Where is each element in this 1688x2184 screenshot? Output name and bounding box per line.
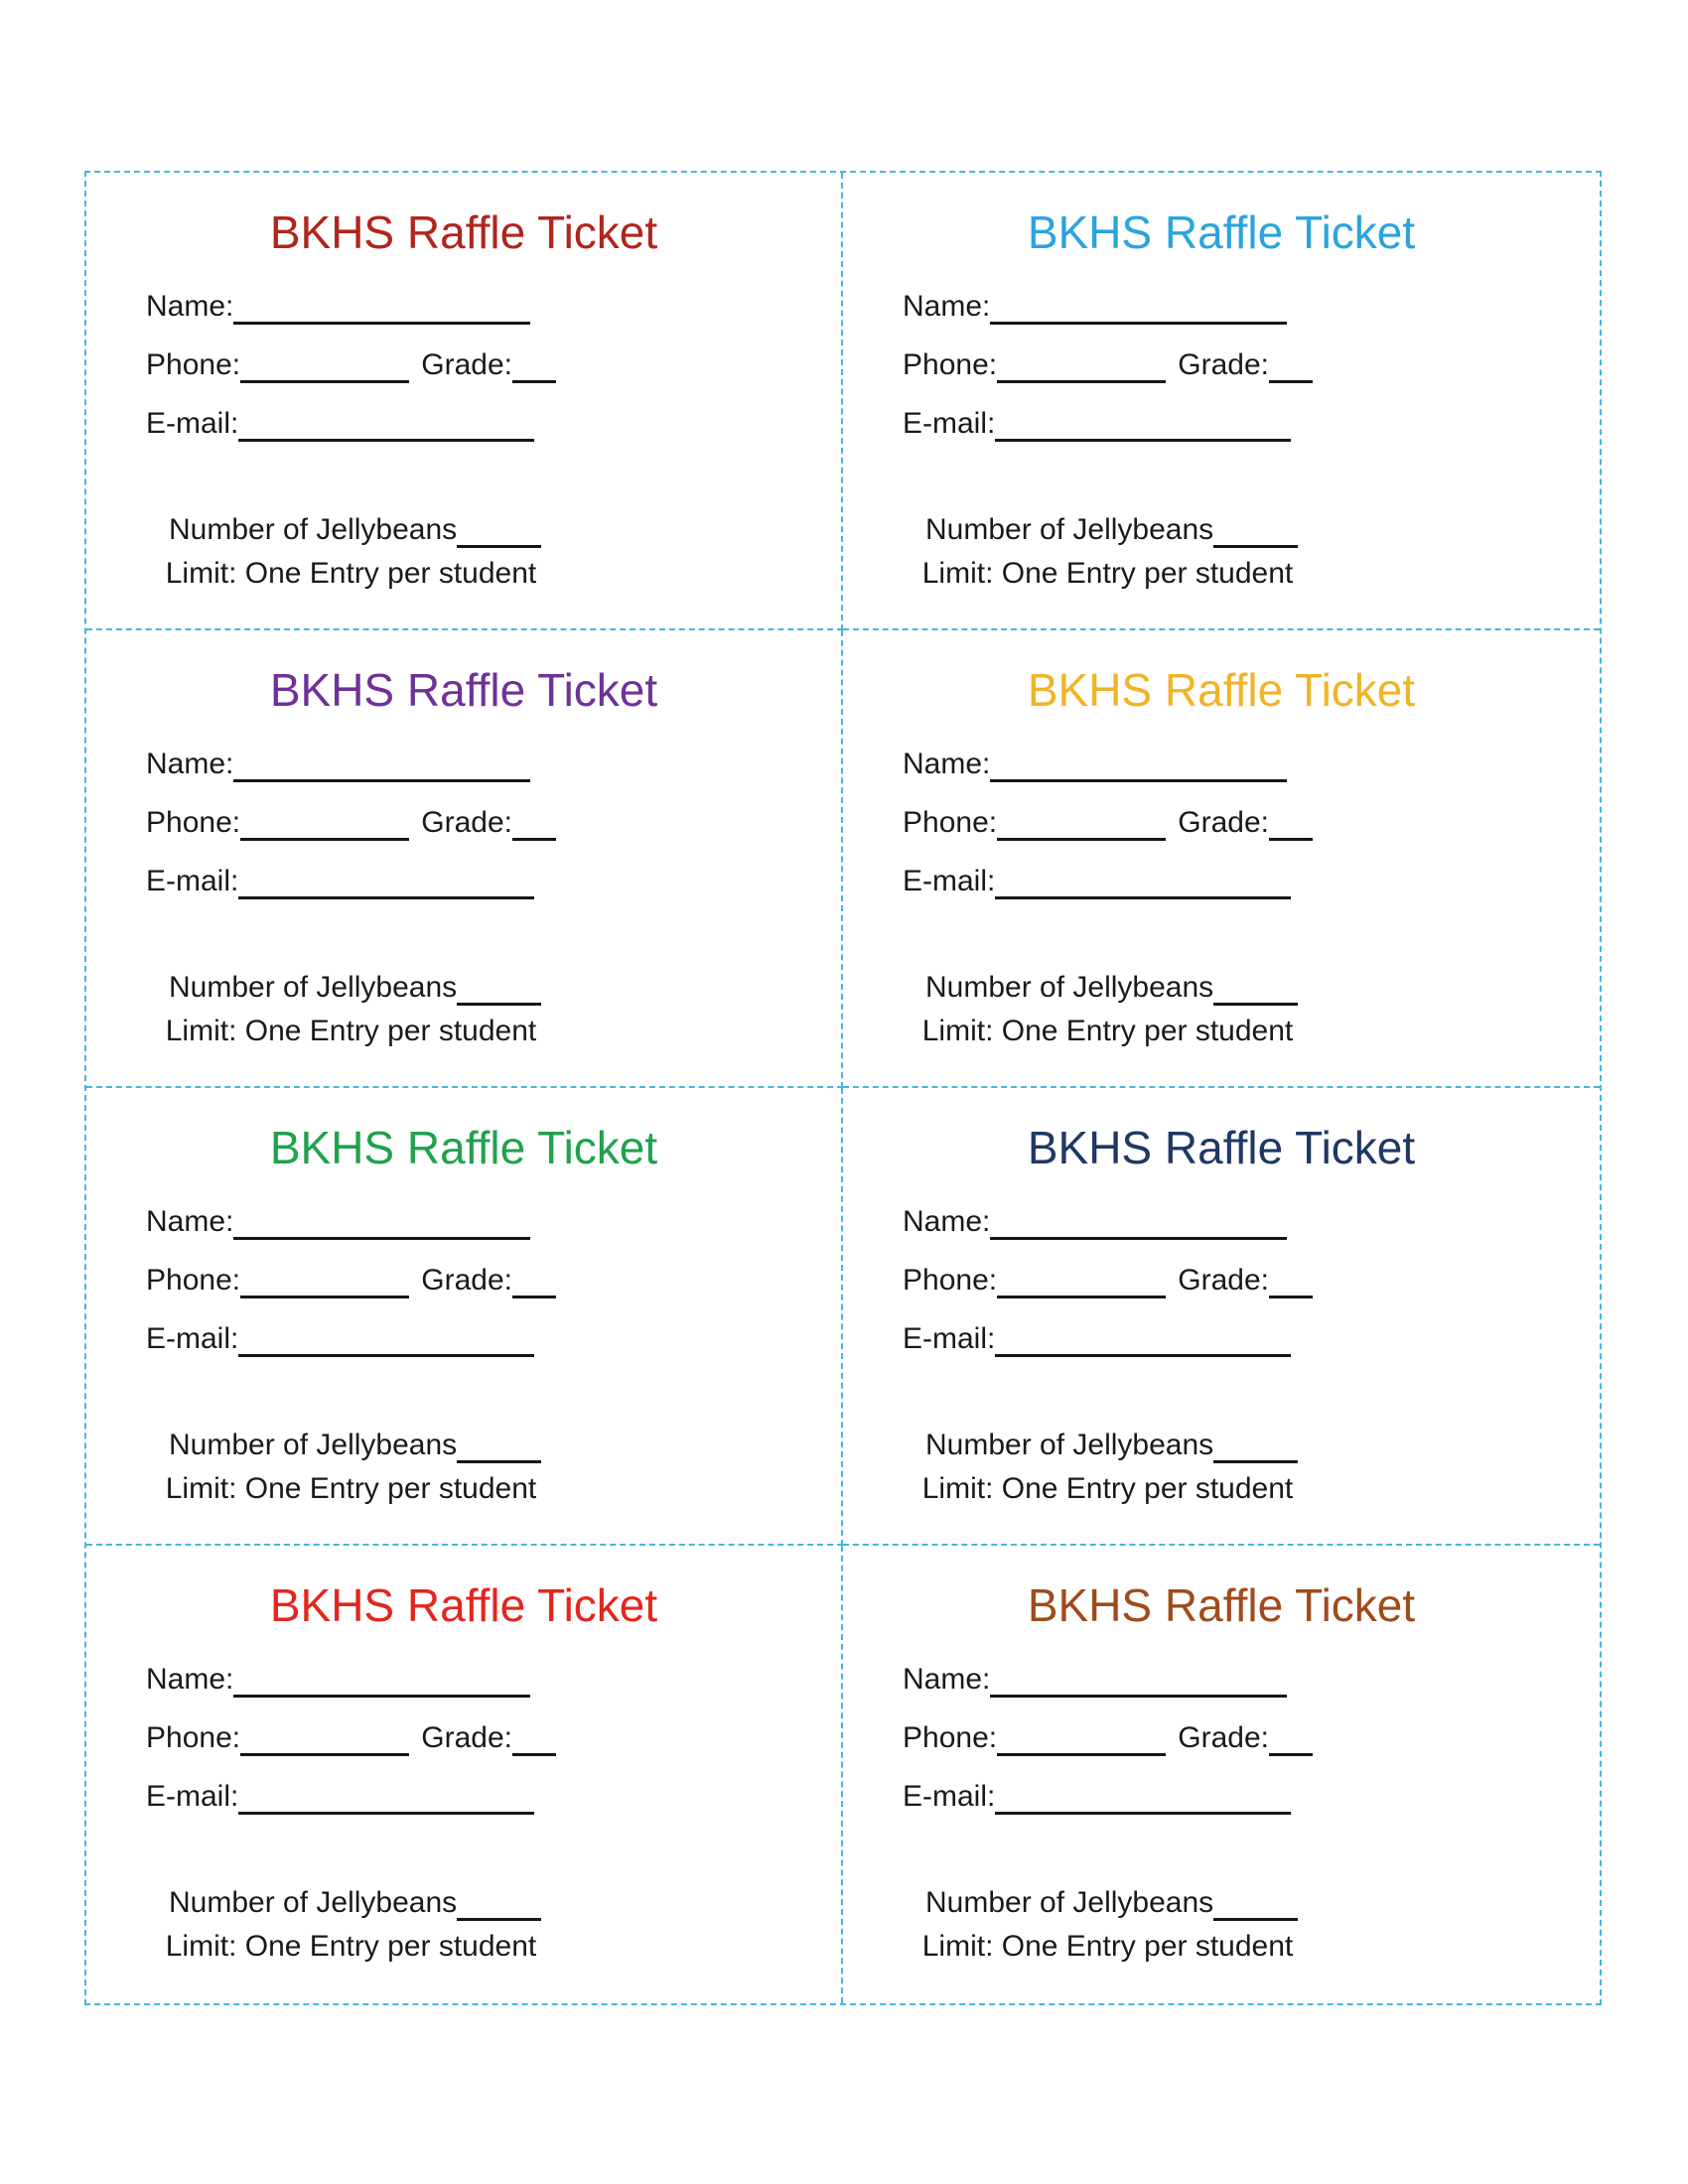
raffle-ticket: [843, 1088, 1600, 1546]
limit-note: Limit: One Entry per student: [165, 556, 537, 590]
grade-blank-line: [512, 375, 556, 383]
jellybeans-blank-line: [1213, 998, 1298, 1006]
jellybeans-label: Number of Jellybeans: [169, 1429, 458, 1462]
email-row: [146, 383, 556, 442]
name-blank-line: [990, 1232, 1287, 1240]
name-label: Name:: [903, 1205, 991, 1239]
grade-blank-line: [512, 1291, 556, 1298]
email-label: E-mail:: [146, 1322, 239, 1356]
phone-blank-line: [240, 833, 409, 841]
jellybeans-label: Number of Jellybeans: [169, 971, 458, 1005]
ticket-title: BKHS Raffle Ticket: [1027, 664, 1416, 716]
phone-label: Phone:: [903, 348, 998, 382]
email-row: [146, 1298, 556, 1357]
name-row: [903, 266, 1313, 325]
jellybeans-blank-line: [457, 998, 541, 1006]
name-label: Name:: [903, 290, 991, 324]
name-label: Name:: [146, 290, 234, 324]
ticket-fields: [903, 724, 1313, 1049]
raffle-ticket: [86, 1546, 843, 2003]
jellybeans-blank-line: [457, 1455, 541, 1463]
email-label: E-mail:: [146, 865, 239, 898]
grade-blank-line: [1269, 1748, 1313, 1756]
ticket-title: BKHS Raffle Ticket: [269, 1579, 658, 1631]
jellybeans-blank-line: [457, 1913, 541, 1921]
raffle-ticket: [843, 173, 1600, 630]
email-label: E-mail:: [903, 865, 996, 898]
grade-label: Grade:: [421, 1264, 512, 1297]
email-row: [903, 1756, 1313, 1815]
name-label: Name:: [146, 1205, 234, 1239]
email-blank-line: [238, 1807, 534, 1815]
email-label: E-mail:: [903, 407, 996, 441]
email-label: E-mail:: [903, 1780, 996, 1814]
email-label: E-mail:: [146, 1780, 239, 1814]
email-row: [146, 1756, 556, 1815]
phone-label: Phone:: [903, 1264, 998, 1297]
name-row: [146, 266, 556, 325]
grade-blank-line: [1269, 375, 1313, 383]
name-row: [903, 1181, 1313, 1240]
phone-label: Phone:: [146, 1721, 241, 1755]
ticket-fields: [146, 1639, 556, 1965]
raffle-ticket: [86, 630, 843, 1088]
jellybeans-blank-line: [1213, 540, 1298, 548]
phone-row: [146, 1240, 556, 1298]
ticket-title: BKHS Raffle Ticket: [1027, 1122, 1416, 1173]
jellybeans-row: [146, 899, 556, 1006]
name-row: [903, 1639, 1313, 1698]
jellybeans-row: [146, 442, 556, 548]
jellybeans-row: [146, 1357, 556, 1463]
jellybeans-label: Number of Jellybeans: [169, 513, 458, 547]
jellybeans-label: Number of Jellybeans: [925, 971, 1214, 1005]
raffle-ticket-sheet: [84, 171, 1602, 2005]
phone-label: Phone:: [903, 806, 998, 840]
limit-note: Limit: One Entry per student: [921, 1929, 1294, 1963]
name-row: [146, 1639, 556, 1698]
jellybeans-row: [903, 899, 1313, 1006]
ticket-fields: [903, 1639, 1313, 1965]
email-row: [903, 383, 1313, 442]
limit-note: Limit: One Entry per student: [165, 1471, 537, 1505]
name-blank-line: [990, 774, 1287, 782]
ticket-title: BKHS Raffle Ticket: [1027, 206, 1416, 258]
phone-blank-line: [997, 1291, 1166, 1298]
limit-note: Limit: One Entry per student: [165, 1929, 537, 1963]
limit-note: Limit: One Entry per student: [165, 1014, 537, 1047]
email-blank-line: [995, 1349, 1291, 1357]
ticket-fields: [146, 1181, 556, 1507]
raffle-ticket: [86, 173, 843, 630]
ticket-title: BKHS Raffle Ticket: [1027, 1579, 1416, 1631]
email-row: [903, 1298, 1313, 1357]
phone-blank-line: [240, 1748, 409, 1756]
phone-label: Phone:: [146, 806, 241, 840]
name-blank-line: [990, 317, 1287, 325]
grade-blank-line: [512, 833, 556, 841]
grade-label: Grade:: [1178, 1264, 1269, 1297]
grade-blank-line: [1269, 833, 1313, 841]
grade-label: Grade:: [1178, 1721, 1269, 1755]
grade-label: Grade:: [1178, 348, 1269, 382]
jellybeans-label: Number of Jellybeans: [925, 1429, 1214, 1462]
phone-label: Phone:: [146, 348, 241, 382]
jellybeans-label: Number of Jellybeans: [925, 1886, 1214, 1920]
email-blank-line: [238, 1349, 534, 1357]
jellybeans-label: Number of Jellybeans: [169, 1886, 458, 1920]
grade-blank-line: [1269, 1291, 1313, 1298]
jellybeans-row: [903, 1815, 1313, 1921]
email-blank-line: [238, 891, 534, 899]
ticket-title: BKHS Raffle Ticket: [269, 1122, 658, 1173]
raffle-ticket: [843, 630, 1600, 1088]
name-blank-line: [233, 1232, 530, 1240]
phone-label: Phone:: [146, 1264, 241, 1297]
email-blank-line: [238, 434, 534, 442]
name-label: Name:: [146, 1663, 234, 1697]
limit-note: Limit: One Entry per student: [921, 556, 1294, 590]
limit-note: Limit: One Entry per student: [921, 1471, 1294, 1505]
email-row: [146, 841, 556, 899]
phone-row: [903, 325, 1313, 383]
phone-blank-line: [240, 375, 409, 383]
jellybeans-row: [903, 1357, 1313, 1463]
name-row: [903, 724, 1313, 782]
name-blank-line: [990, 1690, 1287, 1698]
email-row: [903, 841, 1313, 899]
jellybeans-label: Number of Jellybeans: [925, 513, 1214, 547]
name-blank-line: [233, 317, 530, 325]
phone-row: [903, 1698, 1313, 1756]
jellybeans-row: [903, 442, 1313, 548]
name-blank-line: [233, 774, 530, 782]
grade-label: Grade:: [421, 806, 512, 840]
grade-label: Grade:: [1178, 806, 1269, 840]
email-label: E-mail:: [903, 1322, 996, 1356]
phone-row: [146, 325, 556, 383]
jellybeans-row: [146, 1815, 556, 1921]
name-label: Name:: [903, 1663, 991, 1697]
name-blank-line: [233, 1690, 530, 1698]
ticket-fields: [903, 1181, 1313, 1507]
jellybeans-blank-line: [1213, 1913, 1298, 1921]
name-row: [146, 1181, 556, 1240]
email-label: E-mail:: [146, 407, 239, 441]
grade-label: Grade:: [421, 1721, 512, 1755]
grade-blank-line: [512, 1748, 556, 1756]
name-row: [146, 724, 556, 782]
limit-note: Limit: One Entry per student: [921, 1014, 1294, 1047]
ticket-fields: [146, 266, 556, 592]
jellybeans-blank-line: [457, 540, 541, 548]
ticket-title: BKHS Raffle Ticket: [269, 206, 658, 258]
raffle-ticket: [843, 1546, 1600, 2003]
email-blank-line: [995, 434, 1291, 442]
phone-row: [903, 782, 1313, 841]
ticket-fields: [903, 266, 1313, 592]
grade-label: Grade:: [421, 348, 512, 382]
phone-blank-line: [997, 833, 1166, 841]
email-blank-line: [995, 891, 1291, 899]
phone-blank-line: [997, 1748, 1166, 1756]
name-label: Name:: [146, 748, 234, 781]
phone-row: [146, 782, 556, 841]
email-blank-line: [995, 1807, 1291, 1815]
phone-row: [146, 1698, 556, 1756]
name-label: Name:: [903, 748, 991, 781]
ticket-fields: [146, 724, 556, 1049]
phone-blank-line: [240, 1291, 409, 1298]
phone-blank-line: [997, 375, 1166, 383]
jellybeans-blank-line: [1213, 1455, 1298, 1463]
phone-row: [903, 1240, 1313, 1298]
raffle-ticket: [86, 1088, 843, 1546]
ticket-title: BKHS Raffle Ticket: [269, 664, 658, 716]
phone-label: Phone:: [903, 1721, 998, 1755]
